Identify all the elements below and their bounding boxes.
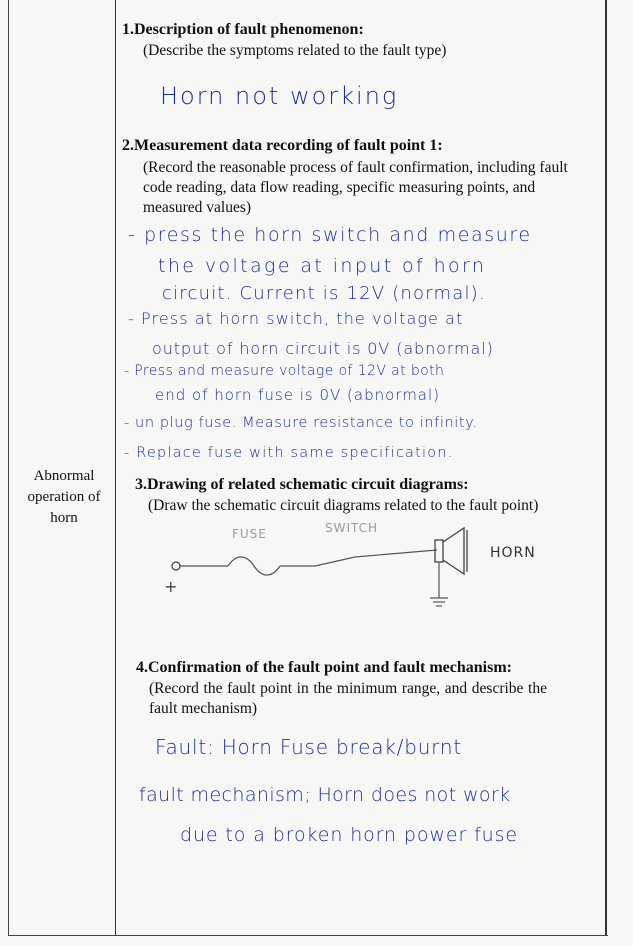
- section2-line-7: end of horn fuse is 0V (abnormal): [155, 386, 441, 404]
- section4-line-2: fault mechanism; Horn does not work: [139, 784, 511, 806]
- section2-line-2: the voltage at input of horn: [158, 255, 487, 277]
- section2-line-6: - Press and measure voltage of 12V at both: [124, 363, 445, 379]
- circuit-diagram: [150, 510, 570, 625]
- section2-line-9: - Replace fuse with same specification.: [124, 445, 454, 461]
- fuse-label: FUSE: [232, 527, 267, 541]
- circuit-diagram-svg: [150, 510, 570, 620]
- fuse-symbol: [228, 557, 280, 575]
- frame-bottom-border: [8, 935, 608, 936]
- section1-heading: 1.Description of fault phenomenon:: [122, 21, 364, 38]
- wire-segment: [355, 550, 437, 557]
- section2-instruction: (Record the reasonable process of fault confirmation, including fault code reading, data flow reading, specific measuring points, and measured values): [143, 159, 568, 216]
- frame-left-border: [8, 0, 9, 936]
- frame-right-border: [605, 0, 607, 936]
- positive-label: +: [164, 577, 178, 596]
- section2-line-4: - Press at horn switch, the voltage at: [128, 309, 464, 328]
- horn-label: HORN: [490, 545, 536, 561]
- horn-bell: [443, 528, 464, 574]
- horn-body: [435, 540, 443, 562]
- section3-instruction: (Draw the schematic circuit diagrams related to the fault point): [148, 497, 539, 514]
- section1-instruction: (Describe the symptoms related to the fault type): [143, 42, 447, 59]
- section1-answer: Horn not working: [160, 82, 399, 110]
- switch-symbol: [315, 557, 355, 566]
- section4-line-3: due to a broken horn power fuse: [180, 824, 519, 846]
- section3-heading: 3.Drawing of related schematic circuit diagrams:: [135, 476, 469, 493]
- section2-line-5: output of horn circuit is 0V (abnormal): [152, 339, 494, 358]
- section2-line-1: - press the horn switch and measure: [128, 224, 532, 246]
- switch-label: SWITCH: [325, 521, 379, 535]
- section2-heading: 2.Measurement data recording of fault point 1:: [122, 137, 443, 154]
- column-divider: [115, 0, 116, 936]
- section4-line-1: Fault: Horn Fuse break/burnt: [155, 735, 462, 759]
- fault-type-label: Abnormal operation of horn: [27, 468, 101, 526]
- section4-instruction: (Record the fault point in the minimum range, and describe the fault mechanism): [149, 680, 547, 717]
- section2-line-8: - un plug fuse. Measure resistance to infinity.: [124, 415, 478, 431]
- section4-heading: 4.Confirmation of the fault point and fault mechanism:: [136, 659, 513, 676]
- section2-line-3: circuit. Current is 12V (normal).: [162, 283, 486, 304]
- terminal-circle: [172, 562, 180, 570]
